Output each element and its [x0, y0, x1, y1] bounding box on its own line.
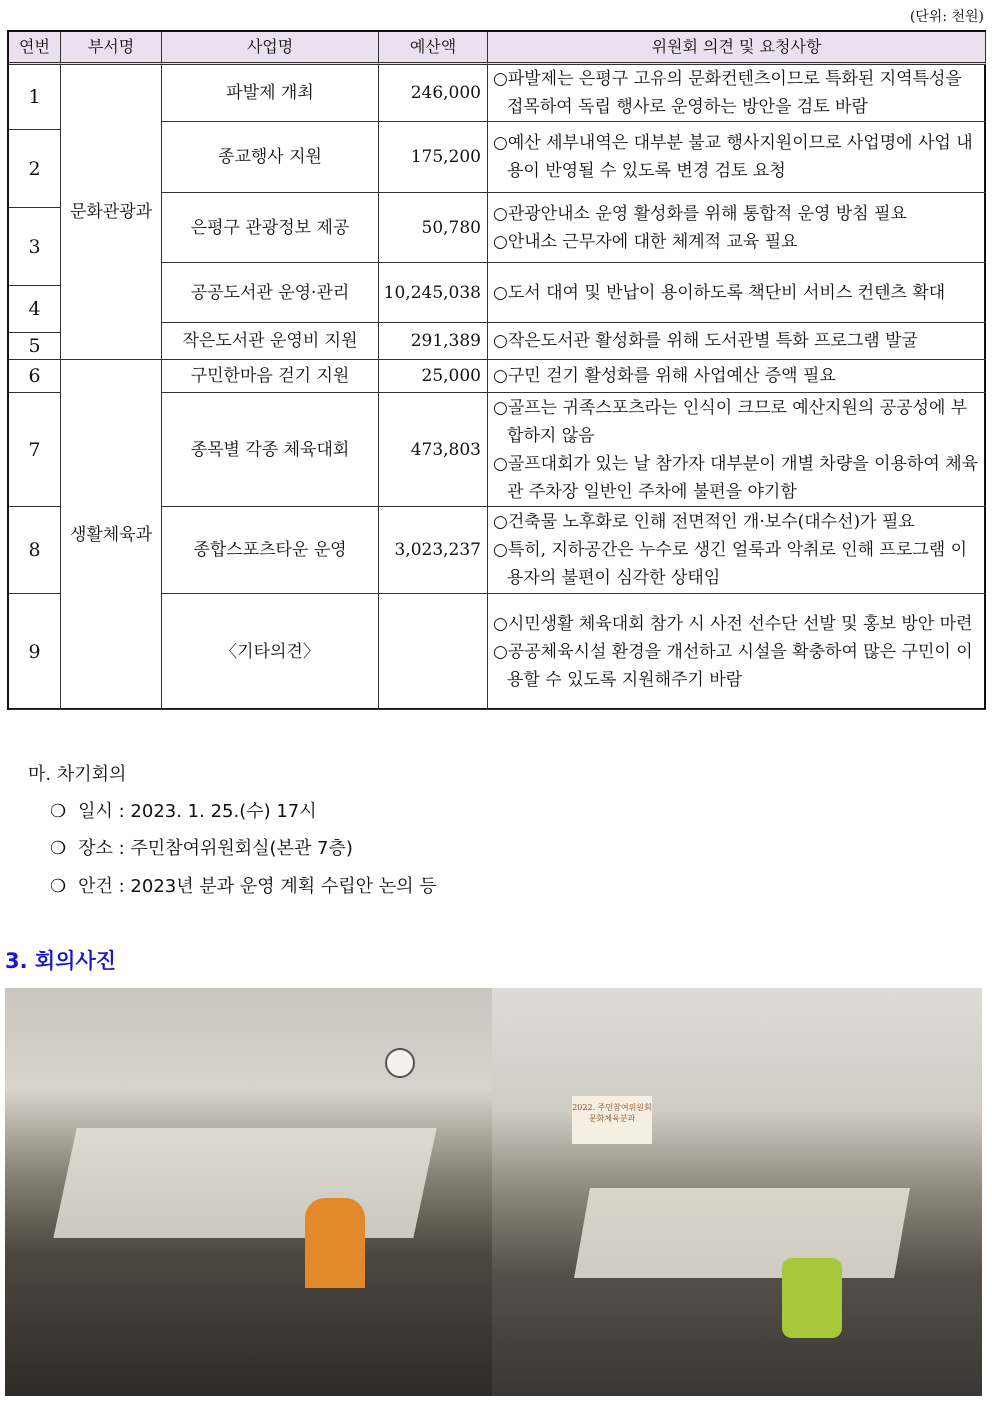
unit-note: (단위: 천원) — [909, 9, 984, 25]
bullet-icon: ❍ — [50, 801, 67, 822]
budget-amount — [379, 594, 488, 710]
budget-amount: 25,000 — [379, 360, 488, 393]
row-number: 2 — [9, 130, 61, 208]
project-name: 〈기타의견〉 — [162, 594, 379, 710]
bullet-icon: ❍ — [50, 876, 67, 897]
item-text: 일시 : 2023. 1. 25.(수) 17시 — [78, 801, 317, 822]
committee-comment — [488, 65, 986, 122]
next-meeting-item — [50, 797, 329, 823]
project-name: 은평구 관광정보 제공 — [162, 193, 379, 263]
committee-comment — [488, 122, 986, 193]
meeting-photo-1 — [5, 988, 492, 1396]
row-number: 1 — [9, 65, 61, 130]
project-name: 작은도서관 운영비 지원 — [162, 323, 379, 360]
budget-amount: 175,200 — [379, 122, 488, 193]
photo-banner: 2022. 주민참여위원회 문화체육분과 — [572, 1096, 652, 1144]
item-text: 장소 : 주민참여위원회실(본관 7층) — [78, 838, 353, 859]
comment-line: ○예산 세부내역은 대부분 불교 행사지원이므로 사업명에 사업 내용이 반영될 수 있도록 변경 검토 요청 — [493, 133, 973, 181]
row-number: 3 — [9, 208, 61, 286]
project-name: 구민한마음 걷기 지원 — [162, 360, 379, 393]
budget-amount: 246,000 — [379, 65, 488, 122]
row-number: 4 — [9, 286, 61, 333]
comment-line: ○도서 대여 및 반납이 용이하도록 책단비 서비스 컨텐츠 확대 — [493, 282, 946, 303]
comment-line: ○시민생활 체육대회 참가 시 사전 선수단 선발 및 홍보 방안 마련 — [493, 613, 973, 634]
budget-review-table — [7, 30, 986, 710]
header-budget: 예산액 — [379, 32, 488, 65]
comment-line: ○골프대회가 있는 날 참가자 대부분이 개별 차량을 이용하여 체육관 주차장 일반인 주차에 불편을 야기함 — [493, 453, 979, 502]
committee-comment — [488, 507, 986, 594]
budget-amount: 473,803 — [379, 393, 488, 507]
budget-amount: 291,389 — [379, 323, 488, 360]
committee-comment — [488, 594, 986, 710]
row-number: 9 — [9, 594, 61, 710]
committee-comment — [488, 360, 986, 393]
next-meeting-title: 마. 차기회의 — [28, 764, 127, 785]
row-number: 6 — [9, 360, 61, 393]
committee-comment — [488, 323, 986, 360]
row-number: 7 — [9, 393, 61, 507]
budget-amount: 10,245,038 — [379, 263, 488, 323]
comment-line: ○파발제는 은평구 고유의 문화컨텐츠이므로 특화된 지역특성을 접목하여 독립 행사로 운영하는 방안을 검토 바람 — [493, 69, 962, 117]
committee-comment — [488, 193, 986, 263]
project-name: 공공도서관 운영·관리 — [162, 263, 379, 323]
department-cell: 생활체육과 — [61, 360, 162, 710]
meeting-photo-2 — [492, 988, 982, 1396]
project-name: 파발제 개최 — [162, 65, 379, 122]
comment-line: ○안내소 근무자에 대한 체계적 교육 필요 — [493, 231, 798, 252]
comment-line: ○공공체육시설 환경을 개선하고 시설을 확충하여 많은 구민이 이용할 수 있도록 지원해주기 바람 — [493, 641, 973, 690]
row-number: 8 — [9, 507, 61, 594]
committee-comment — [488, 263, 986, 323]
comment-line: ○건축물 노후화로 인해 전면적인 개·보수(대수선)가 필요 — [493, 512, 915, 532]
comment-line: ○특히, 지하공간은 누수로 생긴 얼룩과 악취로 인해 프로그램 이용자의 불편이 심각한 상태임 — [493, 540, 968, 588]
next-meeting-item — [50, 834, 365, 860]
header-comments: 위원회 의견 및 요청사항 — [488, 32, 986, 65]
item-text: 안건 : 2023년 분과 운영 계획 수립안 논의 등 — [78, 876, 437, 897]
comment-line: ○골프는 귀족스포츠라는 인식이 크므로 예산지원의 공공성에 부합하지 않음 — [493, 397, 968, 446]
photos-heading: 3. 회의사진 — [5, 949, 117, 973]
budget-amount: 3,023,237 — [379, 507, 488, 594]
row-number: 5 — [9, 333, 61, 360]
committee-comment — [488, 393, 986, 507]
header-department: 부서명 — [61, 32, 162, 65]
bullet-icon: ❍ — [50, 838, 67, 859]
comment-line: ○작은도서관 활성화를 위해 도서관별 특화 프로그램 발굴 — [493, 331, 918, 351]
project-name: 종교행사 지원 — [162, 122, 379, 193]
department-cell: 문화관광과 — [61, 65, 162, 360]
header-no: 연번 — [9, 32, 61, 65]
header-project: 사업명 — [162, 32, 379, 65]
project-name: 종목별 각종 체육대회 — [162, 393, 379, 507]
comment-line: ○구민 걷기 활성화를 위해 사업예산 증액 필요 — [493, 366, 836, 386]
budget-amount: 50,780 — [379, 193, 488, 263]
next-meeting-item — [50, 872, 449, 898]
project-name: 종합스포츠타운 운영 — [162, 507, 379, 594]
comment-line: ○관광안내소 운영 활성화를 위해 통합적 운영 방침 필요 — [493, 203, 907, 224]
